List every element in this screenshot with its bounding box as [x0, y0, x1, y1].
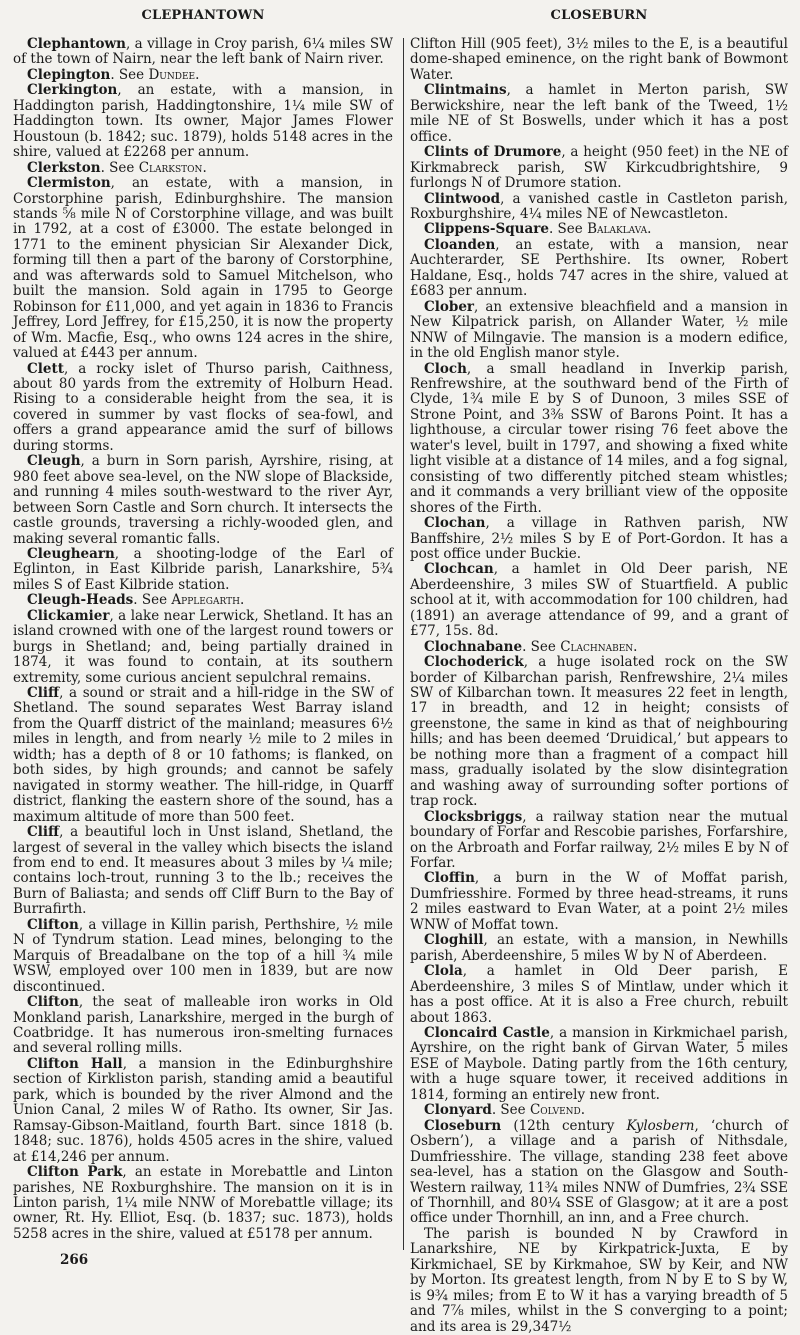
entry-text: . See	[110, 66, 149, 83]
entry-term: Clola	[424, 963, 463, 980]
entry-text: , a mansion in the Edinburghshire section of Kirkliston parish, standing amid a beautiful park, which is bounded by the river Almond and the Union Canal, 2 miles W of Ratho. Its owner, Sir Jas. Ramsay-Gibson-Maitland, fourth Bart. since 1818 (b. 1848; suc. 1876), holds 4505 acres in the shire, valued at £14,246 per annum.	[13, 1055, 393, 1165]
gazetteer-entry	[410, 145, 788, 191]
entry-term: Cliff	[27, 824, 60, 841]
entry-text: , a village in Croy parish, 6¼ miles SW of the town of Nairn, near the left bank of Nairn river.	[13, 36, 393, 68]
entry-term: Clifton	[27, 916, 79, 933]
entry-text: The parish is bounded N by Crawford in Lanarkshire, NE by Kirkpatrick-Juxta, E by Kirkmichael, SE by Kirkmahoe, SW by Keir, and NW by Morton. Its greatest length, from N by E to S by W, is 9¾ miles; from E to W it has a varying breadth of 5 and 7⅞ miles, whilst in the S converging to a point; and its area is 29,347½	[410, 1225, 788, 1335]
gazetteer-entry	[13, 37, 393, 68]
entry-text: , a hamlet in Old Deer parish, NE Aberdeenshire, 3 miles SW of Stuartfield. A public school at it, with accommodation for 100 children, had (1891) an average attendance of 99, and a grant of £77, 15s. 8d.	[410, 561, 788, 640]
gazetteer-entry	[13, 362, 393, 455]
entry-text: , a small headland in Inverkip parish, Renfrewshire, at the southward bend of the Firth of Clyde, 1¾ mile E by S of Dunoon, 3 miles SSE of Strone Point, and 3⅜ SSW of Barons Point. It has a lighthouse, a circular tower rising 76 feet above the water's level, built in 1797, and showing a fixed white light visible at a distance of 14 miles, and a fog signal, consisting of two differently pitched steam whistles; and it commands a very brilliant view of the opposite shores of the Firth.	[410, 360, 788, 516]
entry-term: Cleugh-Heads	[27, 592, 134, 609]
entry-term: Cloghill	[424, 932, 484, 949]
gazetteer-entry	[410, 192, 788, 223]
entry-text: , a burn in Sorn parish, Ayrshire, rising, at 980 feet above sea-level, on the NW slope of Blackside, and running 4 miles south-westward to the river Ayr, between Sorn Castle and Sorn church. It intersects the castle grounds, traversing a richly-wooded glen, and making several romantic falls.	[13, 453, 393, 547]
entry-term: Cloffin	[424, 870, 475, 887]
entry-term: Clintmains	[424, 82, 507, 99]
entry-term: Cloanden	[424, 236, 496, 253]
gazetteer-entry	[13, 547, 393, 593]
entry-text: .	[239, 592, 245, 609]
gazetteer-entry	[13, 593, 393, 608]
entry-term: Clochoderick	[424, 654, 524, 671]
gazetteer-entry	[410, 964, 788, 1026]
entry-term: Clocksbriggs	[424, 808, 523, 825]
gazetteer-entry	[13, 686, 393, 825]
entry-term: Closeburn	[424, 1117, 502, 1134]
entry-term: Clerkington	[27, 82, 118, 99]
entry-text: , a hamlet in Old Deer parish, E Aberdeenshire, 3 miles S of Mintlaw, under which it has a post office. At it is also a Free church, rebuilt about 1863.	[410, 963, 788, 1026]
entry-text: Clifton Hill (905 feet), 3½ miles to the E, is a beautiful dome-shaped eminence, on the right bank of Bowmont Water.	[410, 36, 788, 83]
gazetteer-entry	[410, 37, 788, 83]
gazetteer-entry	[410, 1103, 788, 1118]
gazetteer-entry	[410, 516, 788, 562]
gazetteer-entry	[410, 933, 788, 964]
entry-term: Clepington	[27, 66, 111, 83]
entry-term: Cleughearn	[27, 545, 115, 562]
column-right	[410, 37, 788, 1335]
gazetteer-entry	[410, 1227, 788, 1335]
entry-term: Clochnabane	[424, 638, 523, 655]
gazetteer-entry	[410, 1119, 788, 1227]
entry-term: Cloch	[424, 360, 467, 377]
entry-text: . See	[522, 638, 561, 655]
gazetteer-entry	[13, 68, 393, 83]
cross-reference: Applegarth	[171, 592, 240, 609]
gazetteer-entry	[410, 810, 788, 872]
entry-text: , an estate in Morebattle and Linton parishes, NE Roxburghshire. The mansion on it is in Linton parish, 1¼ mile NNW of Morebattle village; its owner, Rt. Hy. Elliot, Esq. (b. 1837; suc. 1873), holds 5258 acres in the shire, valued at £5178 per annum.	[13, 1164, 393, 1242]
entry-italic-text: Kylosbern	[626, 1117, 695, 1134]
entry-text: , an estate, with a mansion, in Newhills parish, Aberdeenshire, 5 miles W by N of Aberdeen.	[410, 932, 788, 964]
gazetteer-entry	[13, 176, 393, 361]
entry-term: Clonyard	[424, 1102, 492, 1119]
column-left	[13, 37, 393, 1242]
entry-text: . See	[491, 1102, 530, 1119]
entry-text: , a vanished castle in Castleton parish, Roxburghshire, 4¼ miles NE of Newcastleton.	[410, 190, 788, 222]
entry-text: , a huge isolated rock on the SW border of Kilbarchan parish, Renfrewshire, 2¼ miles SW of Kilbarchan town. It measures 22 feet in length, 17 in breadth, and 12 in height; consists of greenstone, the same in kind as that of neighbouring hills; and has been deemed ‘Druidical,’ but appears to be nothing more than a fragment of a compact hill mass, gradually isolated by the slow disintegration and washing away of surrounding softer portions of trap rock.	[410, 654, 788, 810]
gazetteer-entry	[410, 238, 788, 300]
entry-text: , an estate, with a mansion, in Corstorphine parish, Edinburghshire. The mansion stands ⅝ mile N of Corstorphine village, and was built in 1792, at a cost of £3000. The estate belonged in 1771 to the eminent physician Sir Alexander Dick, forming till then a part of the barony of Corstorphine, and was afterwards sold to Samuel Mitchelson, who built the mansion. Sold again in 1795 to George Robinson for £11,000, and yet again in 1836 to Francis Jeffrey, Lord Jeffrey, for £15,250, it is now the property of Wm. Macfie, Esq., who owns 124 acres in the shire, valued at £443 per annum.	[13, 175, 393, 362]
entry-text: , a rocky islet of Thurso parish, Caithness, about 80 yards from the extremity of Holburn Head. Rising to a considerable height from the sea, it is covered in summer by vast flocks of sea-fowl, and offers a grand appearance amid the surf of billows during storms.	[13, 360, 393, 454]
entry-term: Cloncaird Castle	[424, 1025, 550, 1041]
entry-text: , a village in Rathven parish, NW Banffshire, 2½ miles S by E of Port-Gordon. It has a post office under Buckie.	[410, 515, 788, 562]
entry-text: , a mansion in Kirkmichael parish, Ayrshire, on the right bank of Girvan Water, 5 miles ESE of Maybole. Dating partly from the 16th century, with a huge square tower, it received additions in 1814, forming an entirely new front.	[410, 1025, 788, 1103]
gazetteer-entry	[410, 871, 788, 933]
entry-term: Clermiston	[27, 175, 111, 192]
gazetteer-entry	[410, 222, 788, 237]
gazetteer-entry	[410, 640, 788, 655]
entry-text: , a hamlet in Merton parish, SW Berwickshire, near the left bank of the Tweed, 1½ mile NE of St Boswells, under which it has a post office.	[410, 82, 788, 145]
entry-term: Cliff	[27, 685, 60, 702]
running-header-left: CLEPHANTOWN	[141, 8, 265, 23]
gazetteer-entry	[410, 300, 788, 362]
entry-text: .	[633, 638, 638, 655]
page-number: 266	[60, 1252, 89, 1268]
entry-text: , a beautiful loch in Unst island, Shetland, the largest of several in the valley which bisects the island from end to end. It measures about 3 miles by ¼ mile; contains loch-trout, running 3 to the lb.; receives the Burn of Baliasta; and sends off Cliff Burn to the Bay of Burrafirth.	[13, 824, 393, 918]
entry-text: . See	[133, 592, 172, 609]
entry-text: , an estate, with a mansion, in Haddington parish, Haddingtonshire, 1¼ mile SW of Haddington town. Its owner, Major James Flower Houstoun (b. 1842; suc. 1879), holds 5148 acres in the shire, valued at £2268 per annum.	[13, 82, 393, 161]
entry-text: , a railway station near the mutual boundary of Forfar and Rescobie parishes, Forfarshire, on the Arbroath and Forfar railway, 2½ miles E by N of Forfar.	[410, 808, 788, 872]
gazetteer-entry	[13, 454, 393, 547]
entry-text: .	[195, 66, 200, 83]
entry-text: .	[647, 221, 652, 238]
gazetteer-entry	[410, 562, 788, 639]
entry-text: , a height (950 feet) in the NE of Kirkmabreck parish, SW Kirkcudbrightshire, 9 furlongs N of Drumore station.	[410, 144, 788, 192]
cross-reference: Dundee	[148, 66, 196, 83]
entry-text: . See	[100, 159, 139, 176]
gazetteer-entry	[13, 825, 393, 918]
column-divider	[403, 38, 404, 1250]
entry-text: .	[580, 1102, 586, 1119]
gazetteer-entry	[410, 83, 788, 145]
entry-text: , an estate, with a mansion, near Auchterarder, SE Perthshire. Its owner, Robert Haldane, Esq., holds 747 acres in the shire, valued at £683 per annum.	[410, 236, 788, 300]
cross-reference: Clachnaben	[560, 638, 634, 655]
gazetteer-entry	[13, 995, 393, 1057]
entry-text: , ‘church of Osbern’), a village and a parish of Nithsdale, Dumfriesshire. The village, standing 238 feet above sea-level, has a station on the Glasgow and South-Western railway, 11¾ miles NNW of Dumfries, 2¾ SSE of Thornhill, and 80¼ SSE of Glasgow; at it are a post office under Thornhill, an inn, and a Free church.	[410, 1117, 788, 1227]
entry-term: Clintwood	[424, 190, 501, 207]
entry-text: , a lake near Lerwick, Shetland. It has an island crowned with one of the largest round towers or burgs in Shetland; and, being partially drained in 1874, it was found to contain, at its southern extremity, some curious ancient sepulchral remains.	[13, 607, 393, 686]
gazetteer-entry	[13, 161, 393, 176]
running-header-right: CLOSEBURN	[550, 8, 648, 23]
cross-reference: Clarkston	[138, 159, 203, 176]
entry-text: , a shooting-lodge of the Earl of Eglinton, in East Kilbride parish, Lanarkshire, 5¾ miles S of East Kilbride station.	[13, 545, 393, 593]
gazetteer-entry	[13, 83, 393, 160]
entry-term: Clickamier	[27, 607, 110, 624]
entry-term: Clephantown	[27, 36, 126, 52]
gazetteer-entry	[13, 918, 393, 995]
entry-term: Clerkston	[27, 159, 101, 176]
entry-term: Clochan	[424, 515, 486, 532]
entry-term: Clober	[424, 298, 475, 315]
gazetteer-entry	[410, 1026, 788, 1103]
cross-reference: Colvend	[529, 1102, 581, 1119]
gazetteer-entry	[410, 362, 788, 517]
entry-term: Clippens-Square	[424, 221, 549, 238]
entry-text: , a burn in the W of Moffat parish, Dumfriesshire. Formed by three head-streams, it runs 2 miles eastward to Evan Water, at a point 2½ miles WNW of Moffat town.	[410, 870, 788, 933]
entry-term: Clochcan	[424, 561, 494, 578]
entry-term: Clifton Park	[27, 1164, 123, 1181]
entry-term: Clett	[27, 360, 64, 377]
entry-term: Clifton	[27, 994, 79, 1011]
gazetteer-entry	[13, 609, 393, 686]
entry-term: Cleugh	[27, 453, 81, 470]
entry-text: , a village in Killin parish, Perthshire, ½ mile N of Tyndrum station. Lead mines, belonging to the Marquis of Breadalbane on the top of a hill ¾ mile WSW, employed over 100 men in 1839, but are now discontinued.	[13, 916, 393, 995]
entry-text: (12th century	[501, 1117, 627, 1134]
entry-term: Clifton Hall	[27, 1055, 123, 1072]
entry-text: , the seat of malleable iron works in Old Monkland parish, Lanarkshire, merged in the burgh of Coatbridge. It has numerous iron-smelting furnaces and several rolling mills.	[13, 994, 393, 1057]
gazetteer-entry	[410, 655, 788, 810]
entry-text: , a sound or strait and a hill-ridge in the SW of Shetland. The sound separates West Barray island from the Quarff district of the mainland; measures 6½ miles in length, and from nearly ½ mile to 2 miles in width; has a depth of 8 or 10 fathoms; is flanked, on both sides, by high grounds; and cannot be safely navigated in stormy weather. The hill-ridge, in Quarff district, flanking the eastern shore of the sound, has a maximum altitude of more than 500 feet.	[13, 685, 393, 825]
entry-term: Clints of Drumore	[424, 144, 562, 161]
entry-text: . See	[548, 221, 588, 238]
cross-reference: Balaklava	[587, 221, 648, 238]
entry-text: .	[202, 159, 207, 176]
entry-text: , an extensive bleachfield and a mansion in New Kilpatrick parish, on Allander Water, ½ mile NNW of Milngavie. The mansion is a modern edifice, in the old English manor style.	[410, 298, 788, 362]
gazetteer-entry	[13, 1165, 393, 1242]
gazetteer-entry	[13, 1057, 393, 1165]
